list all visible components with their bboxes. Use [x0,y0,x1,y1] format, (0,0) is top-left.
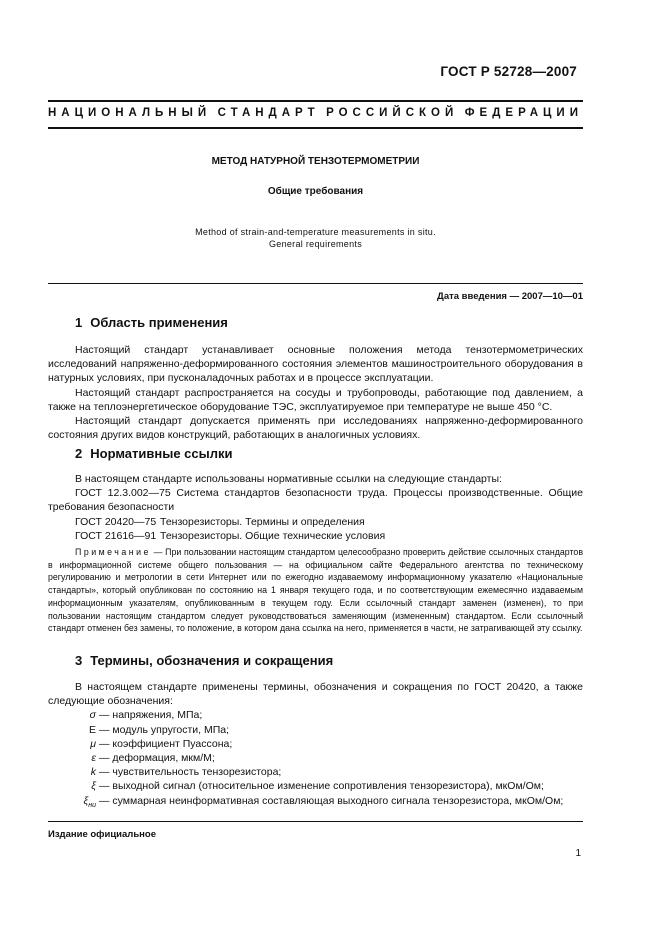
banner-word: СТАНДАРТ [217,107,320,119]
symbol-description: — чувствительность тензорезистора; [99,766,282,779]
symbol-definition [48,794,583,813]
edition-label: Издание официальное [48,829,156,840]
symbol: μ [90,737,96,750]
symbol-description: — выходной сигнал (относительное изменение сопротивления тензорезистора), мкОм/Ом; [99,780,544,793]
symbol-description: — модуль упругости, МПа; [99,723,230,736]
note-label: Примечание [75,547,151,557]
section-title: Нормативные ссылки [90,446,233,461]
symbol: σ [89,709,96,722]
paragraph: В настоящем стандарте применены термины, обозначения и сокращения по ГОСТ 20420, а также следующие обозначения: [48,681,583,708]
banner-word: НАЦИОНАЛЬНЫЙ [48,107,212,119]
section-2-body [48,472,583,543]
symbol-base: ξ [83,794,89,807]
section-1-heading [75,315,228,330]
symbol [48,794,99,813]
symbol-definition [48,751,583,765]
note-paragraph [48,546,583,635]
banner-word: ФЕДЕРАЦИИ [464,107,583,119]
reference-title: Тензорезисторы. Термины и определения [160,515,365,528]
section-2-heading [75,446,232,461]
symbol: k [90,766,96,779]
reference-title: Тензорезисторы. Общие технические условия [160,529,386,542]
national-standard-banner [48,107,583,119]
document-subtitle: Общие требования [267,186,364,197]
top-rule [48,100,583,102]
symbol: ξ [91,780,96,793]
section-3-body [48,680,583,813]
english-title-line: General requirements [268,239,363,249]
reference-code: ГОСТ 21616—91 [75,529,157,542]
symbol: ε [91,752,96,765]
banner-bottom-rule [48,127,583,129]
section-title: Область применения [90,315,228,330]
footer-rule [48,821,583,822]
section-1-body [48,343,583,442]
introduction-date: Дата введения — 2007—10—01 [437,291,583,302]
symbol-definition [48,708,583,722]
section-number: 3 [75,653,83,668]
section-number: 1 [75,315,83,330]
symbol-description: — напряжения, МПа; [99,709,203,722]
paragraph: Настоящий стандарт распространяется на сосуды и трубопроводы, работающие под давлением, а также на теплоэнергетическое оборудование ТЭС, эксплуатируемое при температуре не выше 450 °С. [48,386,583,413]
paragraph: Настоящий стандарт устанавливает основные положения метода тензотермометрических исследований напряженно-деформированного состояния элементов машиностроительного оборудования в натурных условиях, при пусконаладочных работах и в процессе эксплуатации. [48,344,583,385]
symbol-definition [48,723,583,737]
note-text: — При пользовании настоящим стандартом целесообразно проверить действие ссылочных стандартов в информационной системе общего пользования — на официальном сайте Федерального агентства по техническому регулированию и метрологии в сети Интернет или по ежегодно издаваемому информационному указателю «Национальные стандарты», который опубликован по состоянию на 1 января текущего года, и по соответствующим ежемесячно издаваемым информационным указателям, опубликованным в текущем году. Если ссылочный стандарт заменен (изменен), то при пользовании настоящим стандартом следует руководствоваться заменяющим (измененным) стандартом. Если ссылочный стандарт отменен без замены, то положение, в котором дана ссылка на него, применяется в части, не затрагивающей эту ссылку. [48,547,583,634]
symbol-description: — суммарная неинформативная составляющая выходного сигнала тензорезистора, мкОм/Ом; [99,794,564,807]
symbol-definition [48,765,583,779]
symbol-definition [48,737,583,751]
section-title: Термины, обозначения и сокращения [90,653,334,668]
section-3-heading [75,653,333,668]
symbol-definition [48,779,583,793]
english-title [48,226,583,250]
page-number: 1 [575,848,581,859]
reference-item [48,529,583,543]
symbol-description: — коэффициент Пуассона; [99,737,233,750]
document-code: ГОСТ Р 52728—2007 [440,64,577,79]
paragraph: В настоящем стандарте использованы нормативные ссылки на следующие стандарты: [75,473,502,485]
reference-item: ГОСТ 12.3.002—75 Система стандартов безопасности труда. Процессы производственные. Общие требования безопасности [48,487,583,514]
paragraph: Настоящий стандарт допускается применять при исследованиях напряженно-деформированного состояния других видов конструкций, работающих в аналогичных условиях. [48,415,583,442]
english-title-line: Method of strain-and-temperature measurements in situ. [195,227,436,237]
symbol: E [88,723,96,736]
document-title: МЕТОД НАТУРНОЙ ТЕНЗОТЕРМОМЕТРИИ [211,156,420,167]
reference-code: ГОСТ 20420—75 [75,515,157,528]
symbol-subscript: ни [88,801,96,809]
banner-word: РОССИЙСКОЙ [326,107,459,119]
section-number: 2 [75,446,83,461]
reference-item [48,515,583,529]
symbol-description: — деформация, мкм/М; [99,752,215,765]
date-rule [48,283,583,284]
